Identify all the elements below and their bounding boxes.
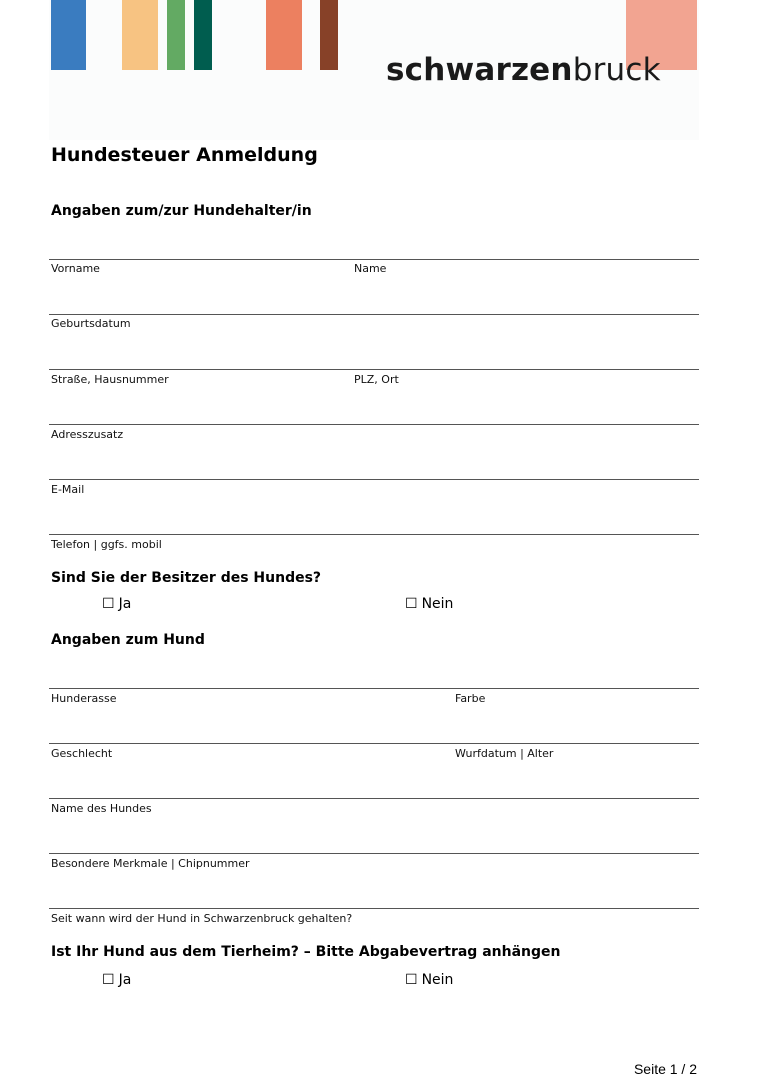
municipality-logo-text [386, 52, 661, 88]
checkbox-icon[interactable]: ☐ [102, 972, 115, 988]
logo-text-regular: bruck [572, 52, 661, 88]
letterhead [49, 0, 699, 140]
birth-age-label: Wurfdatum | Alter [455, 747, 554, 760]
divider [49, 479, 699, 480]
dog-section-heading: Angaben zum Hund [51, 632, 205, 648]
birth-date-label: Geburtsdatum [51, 317, 131, 330]
owner-question: Sind Sie der Besitzer des Hundes? [51, 570, 322, 586]
dog-name-label: Name des Hundes [51, 802, 152, 815]
shelter-no-option[interactable] [405, 972, 453, 988]
owner-yes-label: Ja [118, 596, 132, 612]
owner-no-option[interactable] [405, 596, 453, 612]
divider [49, 369, 699, 370]
divider [49, 314, 699, 315]
shelter-yes-option[interactable] [102, 972, 131, 988]
checkbox-icon[interactable]: ☐ [405, 972, 418, 988]
color-label: Farbe [455, 692, 486, 705]
checkbox-icon[interactable]: ☐ [102, 596, 115, 612]
divider [49, 853, 699, 854]
breed-label: Hunderasse [51, 692, 117, 705]
zip-city-label: PLZ, Ort [354, 373, 399, 386]
phone-label: Telefon | ggfs. mobil [51, 538, 162, 551]
logo-bar-orange [266, 0, 302, 70]
logo-bar-blue [51, 0, 86, 70]
page-title: Hundesteuer Anmeldung [51, 144, 318, 166]
first-name-label: Vorname [51, 262, 100, 275]
sex-label: Geschlecht [51, 747, 113, 760]
shelter-no-label: Nein [421, 972, 454, 988]
shelter-yes-label: Ja [118, 972, 132, 988]
shelter-question: Ist Ihr Hund aus dem Tierheim? – Bitte Abgabevertrag anhängen [51, 944, 561, 960]
logo-bar-dark-green [194, 0, 212, 70]
owner-yes-option[interactable] [102, 596, 131, 612]
divider [49, 259, 699, 260]
features-label: Besondere Merkmale | Chipnummer [51, 857, 250, 870]
logo-bar-green [167, 0, 185, 70]
logo-bar-peach [122, 0, 158, 70]
email-label: E-Mail [51, 483, 85, 496]
since-label: Seit wann wird der Hund in Schwarzenbruck gehalten? [51, 912, 353, 925]
logo-bar-brown [320, 0, 338, 70]
owner-no-label: Nein [421, 596, 454, 612]
owner-section-heading: Angaben zum/zur Hundehalter/in [51, 203, 312, 219]
divider [49, 908, 699, 909]
divider [49, 798, 699, 799]
divider [49, 743, 699, 744]
checkbox-icon[interactable]: ☐ [405, 596, 418, 612]
last-name-label: Name [354, 262, 387, 275]
divider [49, 534, 699, 535]
divider [49, 688, 699, 689]
logo-text-bold: schwarzen [386, 52, 573, 88]
divider [49, 424, 699, 425]
street-label: Straße, Hausnummer [51, 373, 169, 386]
address-extra-label: Adresszusatz [51, 428, 124, 441]
page-number: Seite 1 / 2 [633, 1061, 697, 1077]
